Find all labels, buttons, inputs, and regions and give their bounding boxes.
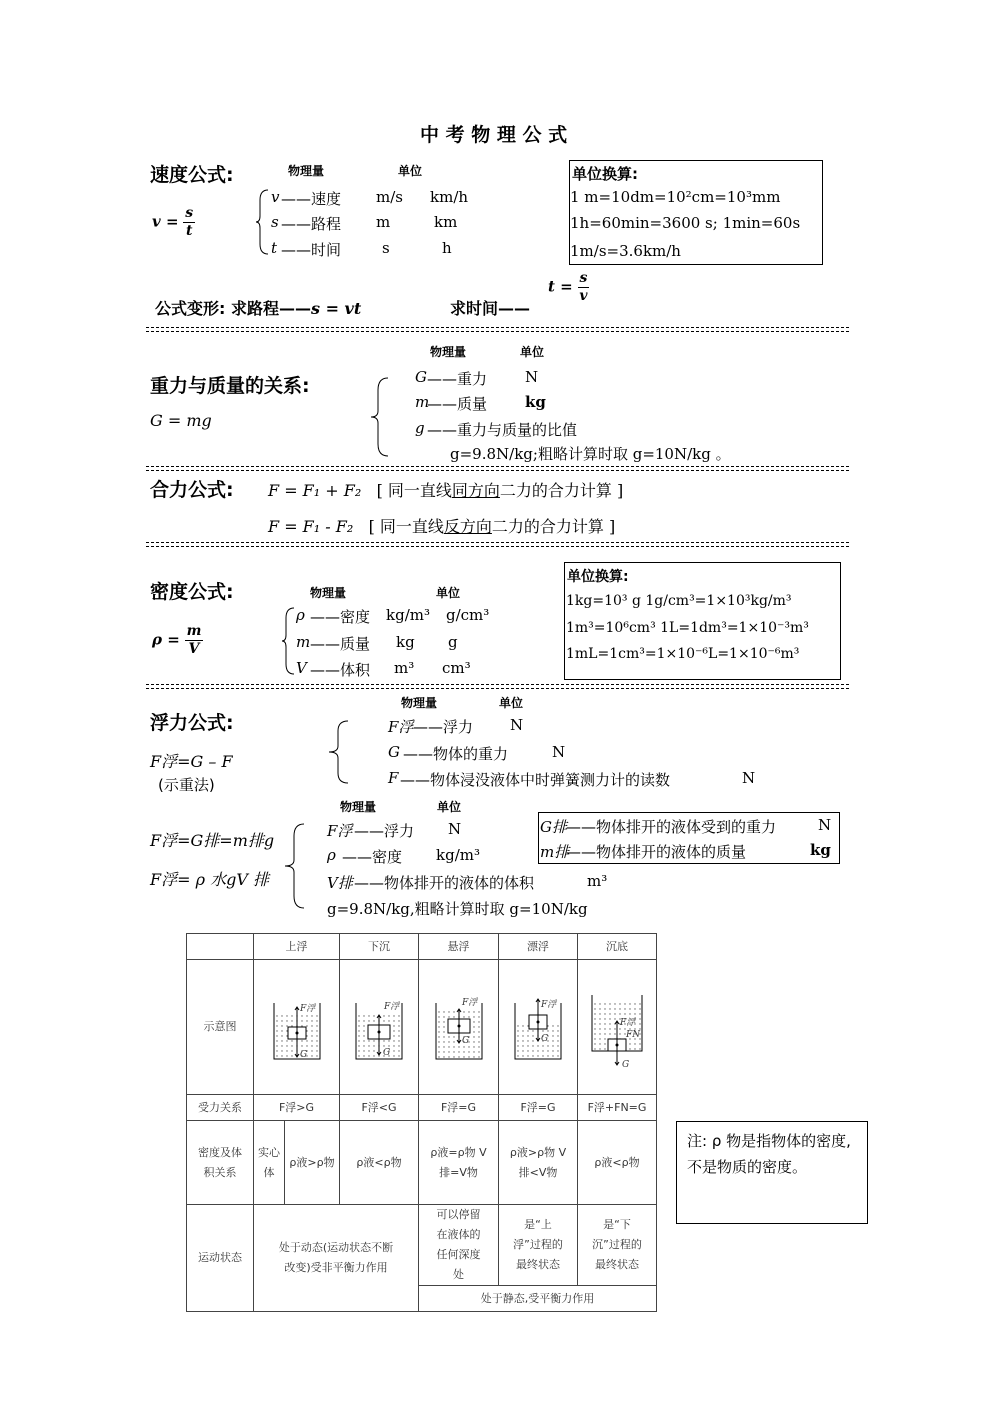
buoyancy-symbol: G	[388, 743, 400, 761]
displaced-unit: kg	[810, 841, 831, 859]
buoyancy-unit: N	[510, 716, 524, 734]
buoyancy-formula-3: F浮= ρ 水gV 排	[150, 870, 269, 889]
buoyancy-symbol: V排	[327, 874, 353, 892]
buoyancy-unit: kg/m³	[436, 846, 480, 864]
gravity-label: G	[461, 1035, 469, 1046]
density-col-qty: 物理量	[310, 586, 347, 600]
speed-conv-line-1: 1 m=10dm=10²cm=10³mm	[570, 188, 781, 206]
gravity-label: G	[383, 1047, 391, 1058]
buoyancy-quantity-name: ——物体的重力	[403, 745, 509, 763]
gravity-unit: N	[525, 368, 539, 386]
displaced-symbol: m排	[540, 843, 570, 861]
speed-col-qty: 物理量	[288, 164, 325, 178]
resultant-line-1	[268, 478, 623, 501]
speed-conv-title: 单位换算:	[572, 165, 638, 183]
density-symbol: ρ	[296, 606, 305, 624]
speed-brace	[256, 188, 270, 256]
speed-unit-si: m/s	[376, 188, 403, 206]
gravity-symbol: m	[415, 393, 430, 411]
speed-variant-label	[155, 296, 361, 319]
buoyancy-unit: m³	[587, 872, 608, 890]
speed-variant-t-lhs: t =	[548, 277, 573, 296]
speed-quantity-name: ——时间	[281, 241, 342, 259]
gravity-quantity-name: ——质量	[427, 395, 488, 413]
row-label-diagram: 示意图	[187, 960, 254, 1095]
density-rising: ρ液>ρ物	[285, 1121, 340, 1205]
speed-variant-t-num: s	[579, 270, 588, 286]
resultant-line-2	[268, 514, 615, 537]
buoyant-force-label: F浮	[461, 997, 477, 1008]
density-suspended: ρ液=ρ物 V排=V物	[419, 1121, 499, 1205]
normal-force-label: FN	[626, 1029, 641, 1040]
density-floating: ρ液>ρ物 V排<V物	[499, 1121, 578, 1205]
buoyancy-unit: N	[552, 743, 566, 761]
buoyant-force-label: F浮	[620, 1017, 636, 1028]
buoyancy-formula-2: F浮=G排=m排g	[150, 831, 275, 850]
solid-label: 实心体	[254, 1121, 285, 1205]
density-conv-line-1: 1kg=10³ g 1g/cm³=1×10³kg/m³	[566, 593, 792, 609]
buoyancy-col-unit-1: 单位	[499, 696, 524, 710]
density-conv-line-2: 1m³=10⁶cm³ 1L=1dm³=1×10⁻³m³	[566, 620, 809, 636]
page-title: 中 考 物 理 公 式	[420, 124, 568, 146]
density-symbol: m	[296, 633, 311, 651]
speed-variant-t	[548, 270, 589, 305]
density-fraction	[185, 623, 204, 658]
speed-unit-alt: km/h	[430, 188, 469, 206]
force-floating: F浮=G	[499, 1095, 578, 1121]
force-bottom: F浮+FN=G	[578, 1095, 657, 1121]
buoyancy-formula-1-note: (示重法)	[158, 776, 215, 794]
buoyancy-col-qty-2: 物理量	[340, 800, 377, 814]
density-conv-line-3: 1mL=1cm³=1×10⁻⁶L=1×10⁻⁶m³	[566, 646, 800, 662]
header-floating: 漂浮	[499, 934, 578, 960]
buoyant-force-label: F浮	[541, 999, 557, 1010]
density-conv-title: 单位换算:	[567, 569, 629, 585]
gravity-col-qty: 物理量	[430, 345, 467, 359]
resultant-f1-pre: [ 同一直线	[376, 481, 452, 500]
buoyancy-quantity-name: ——物体排开的液体的体积	[354, 874, 535, 892]
density-quantity-name: ——密度	[310, 608, 371, 626]
gravity-brace	[370, 376, 390, 458]
header-suspended: 悬浮	[419, 934, 499, 960]
buoyancy-unit: N	[742, 769, 756, 787]
header-sinking: 下沉	[340, 934, 419, 960]
buoyancy-quantity-name: ——物体浸没液体中时弹簧测力计的读数	[400, 771, 671, 789]
table-corner	[187, 934, 254, 960]
density-brace	[282, 606, 296, 676]
motion-bottom: 是“下沉”过程的最终状态	[578, 1205, 657, 1286]
resultant-f2-dir: 反方向	[443, 517, 492, 536]
buoyancy-brace-2	[284, 822, 306, 910]
speed-den: t	[186, 223, 193, 239]
motion-static: 处于静态,受平衡力作用	[419, 1286, 657, 1312]
gravity-col-unit: 单位	[520, 345, 545, 359]
density-lhs: ρ =	[152, 630, 180, 649]
density-symbol: V	[296, 659, 307, 677]
speed-unit-si: m	[376, 213, 391, 231]
density-unit-si: kg	[396, 633, 415, 651]
density-heading: 密度公式:	[150, 581, 234, 603]
floating-conditions-table	[186, 933, 657, 1312]
buoyancy-col-unit-2: 单位	[437, 800, 462, 814]
speed-unit-si: s	[382, 239, 390, 257]
speed-unit-alt: km	[434, 213, 458, 231]
diagram-floating	[499, 960, 578, 1095]
divider	[146, 542, 849, 547]
motion-dynamic: 处于动态(运动状态不断改变)受非平衡力作用	[254, 1205, 419, 1312]
divider	[146, 466, 849, 471]
speed-formula	[152, 205, 195, 240]
force-suspended: F浮=G	[419, 1095, 499, 1121]
speed-symbol: s	[271, 213, 279, 231]
density-quantity-name: ——质量	[310, 635, 371, 653]
density-unit-alt: g	[448, 633, 458, 651]
speed-conv-line-3: 1m/s=3.6km/h	[570, 242, 681, 260]
displaced-quantity-name: ——物体排开的液体受到的重力	[566, 818, 777, 836]
gravity-label: G	[622, 1059, 630, 1069]
speed-conv-line-2: 1h=60min=3600 s; 1min=60s	[570, 214, 801, 232]
row-label-density: 密度及体积关系	[187, 1121, 254, 1205]
density-unit-alt: g/cm³	[446, 606, 490, 624]
header-bottom: 沉底	[578, 934, 657, 960]
resultant-f2: F = F₁ - F₂	[268, 517, 354, 536]
gravity-formula: G = mg	[150, 411, 212, 430]
density-num: m	[186, 623, 202, 639]
diagram-bottom	[578, 960, 657, 1095]
displaced-quantity-name: ——物体排开的液体的质量	[566, 843, 747, 861]
resultant-f2-post: 二力的合力计算 ]	[491, 517, 616, 536]
density-formula	[152, 623, 203, 658]
gravity-symbol: G	[415, 368, 427, 386]
force-sinking: F浮<G	[340, 1095, 419, 1121]
buoyancy-unit: N	[448, 820, 462, 838]
displaced-symbol: G排	[540, 818, 567, 836]
diagram-suspended	[419, 960, 499, 1095]
divider	[146, 327, 849, 332]
speed-variant-text: 公式变形: 求路程——	[155, 299, 311, 318]
gravity-unit: kg	[525, 393, 546, 411]
buoyancy-rows2-note: g=9.8N/kg,粗略计算时取 g=10N/kg	[327, 900, 588, 918]
buoyancy-symbol: F	[388, 769, 399, 787]
resultant-heading: 合力公式:	[150, 479, 234, 501]
density-unit-alt: cm³	[442, 659, 471, 677]
buoyancy-quantity-name: ——浮力	[413, 718, 474, 736]
gravity-label: G	[541, 1033, 549, 1044]
density-quantity-name: ——体积	[310, 661, 371, 679]
speed-variant-t-label: 求时间——	[450, 299, 531, 318]
density-col-unit: 单位	[436, 586, 461, 600]
gravity-quantity-name: ——重力与质量的比值	[427, 421, 578, 439]
divider	[146, 684, 849, 689]
buoyancy-symbol: ρ	[327, 846, 336, 864]
resultant-f1: F = F₁ + F₂	[268, 481, 362, 500]
diagram-sinking	[340, 960, 419, 1095]
density-sinking: ρ液<ρ物	[340, 1121, 419, 1205]
speed-variant-t-den: v	[579, 288, 588, 304]
motion-suspended: 可以停留在液体的任何深度处	[419, 1205, 499, 1286]
speed-fraction	[183, 205, 195, 240]
density-unit-si: m³	[394, 659, 415, 677]
header-rising: 上浮	[254, 934, 340, 960]
row-label-motion: 运动状态	[187, 1205, 254, 1312]
speed-num: s	[185, 205, 194, 221]
density-unit-si: kg/m³	[386, 606, 430, 624]
buoyancy-symbol: F浮	[388, 718, 414, 736]
gravity-heading: 重力与质量的关系:	[150, 375, 310, 397]
buoyant-force-label: F浮	[384, 1001, 400, 1012]
speed-variant-t-fraction	[578, 270, 590, 305]
buoyancy-symbol: F浮	[327, 822, 353, 840]
buoyancy-quantity-name: ——浮力	[354, 822, 415, 840]
density-den: V	[188, 641, 200, 657]
buoyancy-formula-1: F浮=G – F	[150, 752, 233, 771]
buoyancy-heading: 浮力公式:	[150, 712, 234, 734]
speed-col-unit: 单位	[398, 164, 423, 178]
density-bottom: ρ液<ρ物	[578, 1121, 657, 1205]
force-rising: F浮>G	[254, 1095, 340, 1121]
buoyant-force-label: F浮	[299, 1003, 315, 1014]
gravity-quantity-name: ——重力	[427, 370, 488, 388]
speed-heading: 速度公式:	[150, 164, 234, 186]
row-label-force: 受力关系	[187, 1095, 254, 1121]
resultant-f1-post: 二力的合力计算 ]	[499, 481, 624, 500]
gravity-label: G	[299, 1049, 307, 1060]
resultant-f2-pre: [ 同一直线	[368, 517, 444, 536]
buoyancy-brace-1	[328, 719, 350, 785]
speed-symbol: v	[271, 188, 280, 206]
speed-unit-alt: h	[442, 239, 452, 257]
displaced-unit: N	[818, 816, 832, 834]
speed-variant-s: s = vt	[310, 299, 362, 318]
speed-quantity-name: ——路程	[281, 215, 342, 233]
gravity-note: g=9.8N/kg;粗略计算时取 g=10N/kg 。	[450, 445, 731, 463]
buoyancy-col-qty-1: 物理量	[401, 696, 438, 710]
diagram-rising	[254, 960, 340, 1095]
resultant-f1-dir: 同方向	[451, 481, 500, 500]
gravity-symbol: g	[415, 419, 425, 437]
buoyancy-quantity-name: ——密度	[342, 848, 403, 866]
speed-symbol: t	[271, 239, 278, 257]
speed-quantity-name: ——速度	[281, 190, 342, 208]
motion-floating: 是“上浮”过程的最终状态	[499, 1205, 578, 1286]
speed-lhs: v =	[152, 212, 179, 231]
density-note: 注: ρ 物是指物体的密度,不是物质的密度。	[676, 1121, 868, 1224]
